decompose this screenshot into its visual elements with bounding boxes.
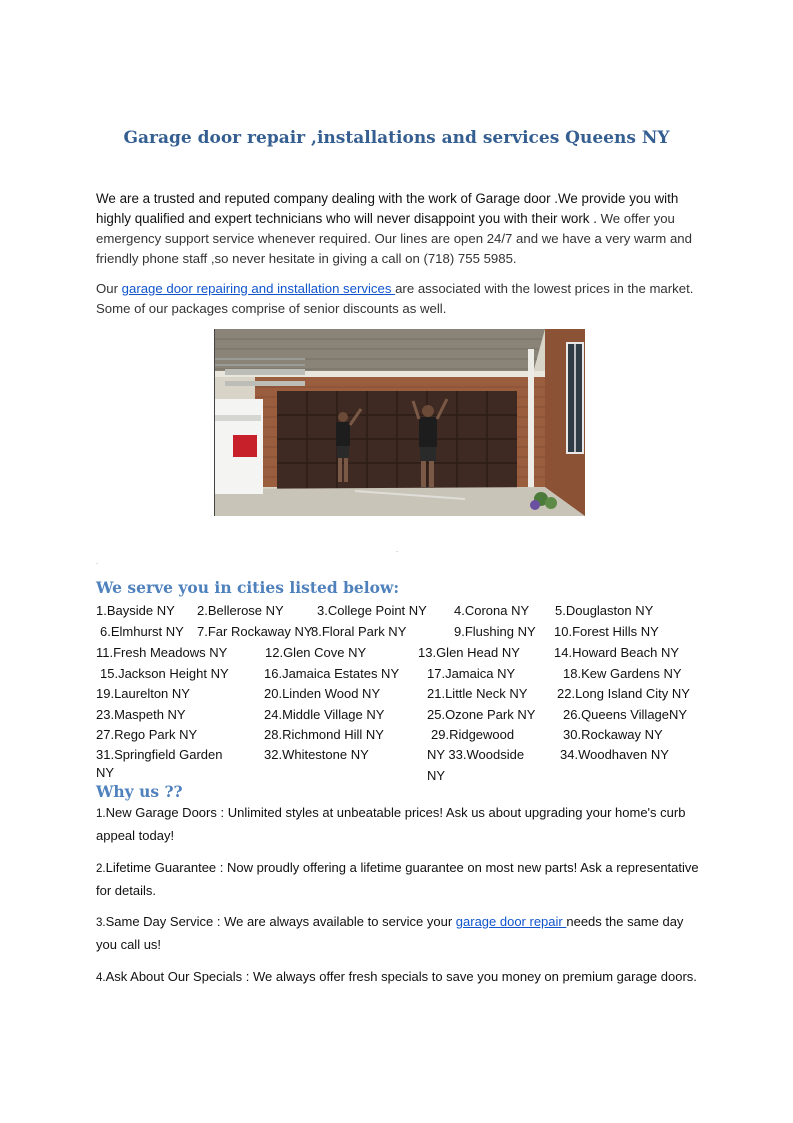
cities-heading: We serve you in cities listed below: xyxy=(96,578,400,597)
city-item: 34.Woodhaven NY xyxy=(560,747,669,762)
city-item: 29.Ridgewood xyxy=(431,727,515,742)
why-number: 1. xyxy=(96,808,106,820)
city-item: 17.Jamaica NY xyxy=(427,666,516,681)
city-item: 7.Far Rockaway NY xyxy=(197,624,313,639)
city-item: 30.Rockaway NY xyxy=(563,727,663,742)
services-prefix: Our xyxy=(96,281,122,296)
city-item: 12.Glen Cove NY xyxy=(265,645,367,660)
why-item-3 xyxy=(96,911,701,955)
city-item: NY xyxy=(96,765,115,780)
garage-door-photo xyxy=(214,329,585,516)
city-item: 5.Douglaston NY xyxy=(555,603,654,618)
city-item: 14.Howard Beach NY xyxy=(554,645,680,660)
why-item-2 xyxy=(96,857,701,901)
city-item: 2.Bellerose NY xyxy=(197,603,284,618)
city-item: 6.Elmhurst NY xyxy=(100,624,184,639)
city-item: NY 33.Woodside xyxy=(427,747,525,762)
intro-paragraph xyxy=(96,189,706,269)
city-item: 27.Rego Park NY xyxy=(96,727,198,742)
city-item: 26.Queens VillageNY xyxy=(563,707,688,722)
stray-mark: . xyxy=(396,545,399,554)
city-item: 28.Richmond Hill NY xyxy=(264,727,384,742)
why-number: 3. xyxy=(96,917,106,929)
city-item: 10.Forest Hills NY xyxy=(554,624,659,639)
city-item: 9.Flushing NY xyxy=(454,624,536,639)
why-text: Lifetime Guarantee : Now proudly offering a lifetime guarantee on most new parts! Ask a representative for details. xyxy=(96,860,699,898)
city-item: 3.College Point NY xyxy=(317,603,427,618)
city-item: 25.Ozone Park NY xyxy=(427,707,536,722)
services-paragraph xyxy=(96,279,696,319)
intro-part1: We are a trusted and reputed company dealing with the work of Garage door .We provide you with highly qualified and expert technicians who will never disappoint you with their work . xyxy=(96,191,679,226)
city-item: 19.Laurelton NY xyxy=(96,686,190,701)
services-link[interactable]: garage door repairing and installation services xyxy=(121,281,396,296)
city-item: 23.Maspeth NY xyxy=(96,707,186,722)
intro-part2: We offer you emergency support service whenever required. Our lines are open 24/7 and we have a very warm and friendly phone staff ,so never hesitate in giving a call on (718) 755 5985. xyxy=(96,211,692,266)
page-title: Garage door repair ,installations and services Queens NY xyxy=(123,128,670,148)
city-item: 18.Kew Gardens NY xyxy=(563,666,682,681)
services-suffix: are associated with the lowest prices in the market. Some of our packages comprise of senior discounts as well. xyxy=(96,281,694,316)
garage-door-repair-link[interactable]: garage door repair xyxy=(455,914,567,929)
why-text-post: needs the same day you call us! xyxy=(96,914,684,952)
city-item: NY xyxy=(427,768,446,783)
city-item: 32.Whitestone NY xyxy=(264,747,369,762)
city-item: 24.Middle Village NY xyxy=(264,707,385,722)
why-item-4 xyxy=(96,966,701,989)
why-number: 2. xyxy=(96,863,106,875)
why-text: Ask About Our Specials : We always offer fresh specials to save you money on premium garage doors. xyxy=(105,969,697,984)
city-item: 15.Jackson Height NY xyxy=(100,666,229,681)
city-item: 31.Springfield Garden xyxy=(96,747,223,762)
city-item: 13.Glen Head NY xyxy=(418,645,520,660)
why-heading: Why us ?? xyxy=(96,782,183,801)
city-item: 1.Bayside NY xyxy=(96,603,175,618)
city-item: 21.Little Neck NY xyxy=(427,686,528,701)
why-text-pre: Same Day Service : We are always available to service your xyxy=(105,914,456,929)
city-item: 4.Corona NY xyxy=(454,603,530,618)
why-text: New Garage Doors : Unlimited styles at unbeatable prices! Ask us about upgrading your home's curb appeal today! xyxy=(96,805,686,843)
city-item: 20.Linden Wood NY xyxy=(264,686,381,701)
city-item: 16.Jamaica Estates NY xyxy=(264,666,400,681)
city-item: 22.Long Island City NY xyxy=(557,686,690,701)
city-item: 8.Floral Park NY xyxy=(311,624,407,639)
city-item: 11.Fresh Meadows NY xyxy=(96,645,228,660)
why-number: 4. xyxy=(96,972,106,984)
why-item-1 xyxy=(96,802,701,846)
stray-mark: . xyxy=(96,557,99,566)
